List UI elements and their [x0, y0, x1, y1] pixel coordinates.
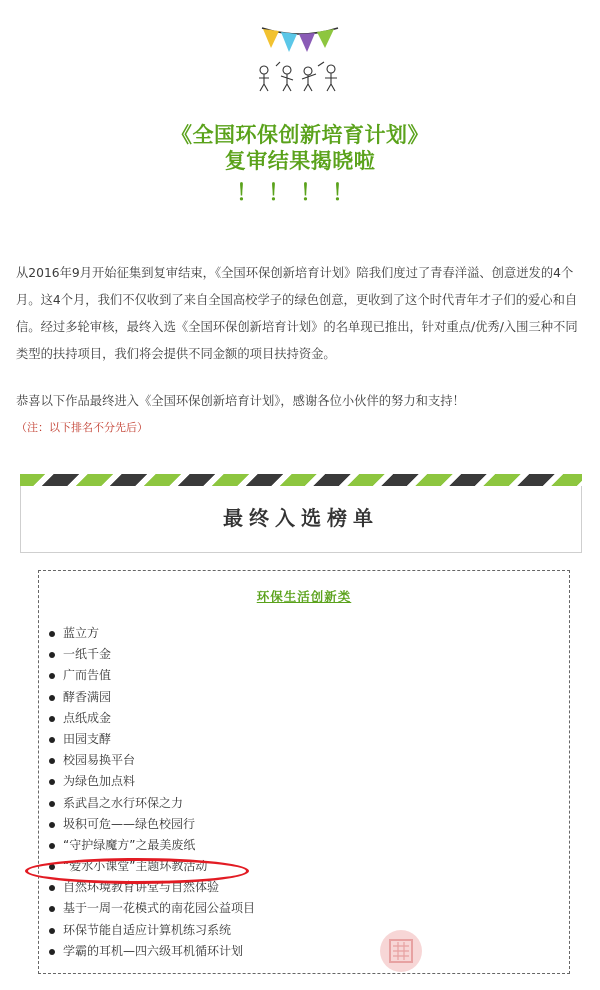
people-doodle-icon	[259, 62, 337, 91]
headline	[0, 122, 600, 207]
project-list	[47, 623, 255, 962]
bunting-flags-icon	[262, 28, 338, 52]
highlight-circle	[25, 858, 249, 884]
list-heading: 最终入选榜单	[223, 506, 379, 530]
list-item: 校园易换平台	[47, 750, 255, 771]
list-header-panel	[20, 486, 582, 553]
list-item: 学霸的耳机—四六级耳机循环计划	[47, 941, 255, 962]
seal-stamp-icon	[378, 928, 424, 974]
headline-line-2: 复审结果揭晓啦	[224, 149, 376, 173]
list-item: 酵香满园	[47, 687, 255, 708]
list-item: 蓝立方	[47, 623, 255, 644]
headline-line-1: 《全国环保创新培育计划》	[171, 123, 429, 147]
list-item: 基于一周一花模式的南花园公益项目	[47, 898, 255, 919]
stripe-divider	[20, 474, 582, 486]
final-list-section	[20, 474, 582, 984]
ranking-note: （注：以下排名不分先后）	[16, 421, 148, 434]
list-item: 广而告值	[47, 665, 255, 686]
list-item: 为绿色加点料	[47, 771, 255, 792]
category-title: 环保生活创新类	[256, 589, 352, 604]
list-item: 系武昌之水行环保之力	[47, 793, 255, 814]
list-item: 点纸成金	[47, 708, 255, 729]
list-item: 自然环境教育讲堂与自然体验	[47, 877, 255, 898]
category-box	[38, 570, 570, 974]
list-item: 环保节能自适应计算机练习系统	[47, 920, 255, 941]
list-item: 田园支酵	[47, 729, 255, 750]
intro-paragraph: 从2016年9月开始征集到复审结束，《全国环保创新培育计划》陪我们度过了青春洋溢、创意迸发的4个月。这4个月，我们不仅收到了来自全国高校学子的绿色创意，更收到了这个时代青年才子们的爱心和自信。经过多轮审核，最终入选《全国环保创新培育计划》的名单现已推出，针对重点/优秀/入围三种不同类型的扶持项目，我们将会提供不同金额的项目扶持资金。	[16, 266, 578, 361]
congrats-text: 恭喜以下作品最终进入《全国环保创新培育计划》，感谢各位小伙伴的努力和支持！	[16, 394, 465, 408]
list-item: 圾积可危——绿色校园行	[47, 814, 255, 835]
list-item: “守护绿魔方”之最美废纸	[47, 835, 255, 856]
list-item: 一纸千金	[47, 644, 255, 665]
list-item-highlighted: “爱水小课堂”主题环教活动	[47, 856, 255, 877]
header-illustration	[0, 0, 600, 120]
headline-exclamations: ！！！！	[235, 181, 364, 206]
